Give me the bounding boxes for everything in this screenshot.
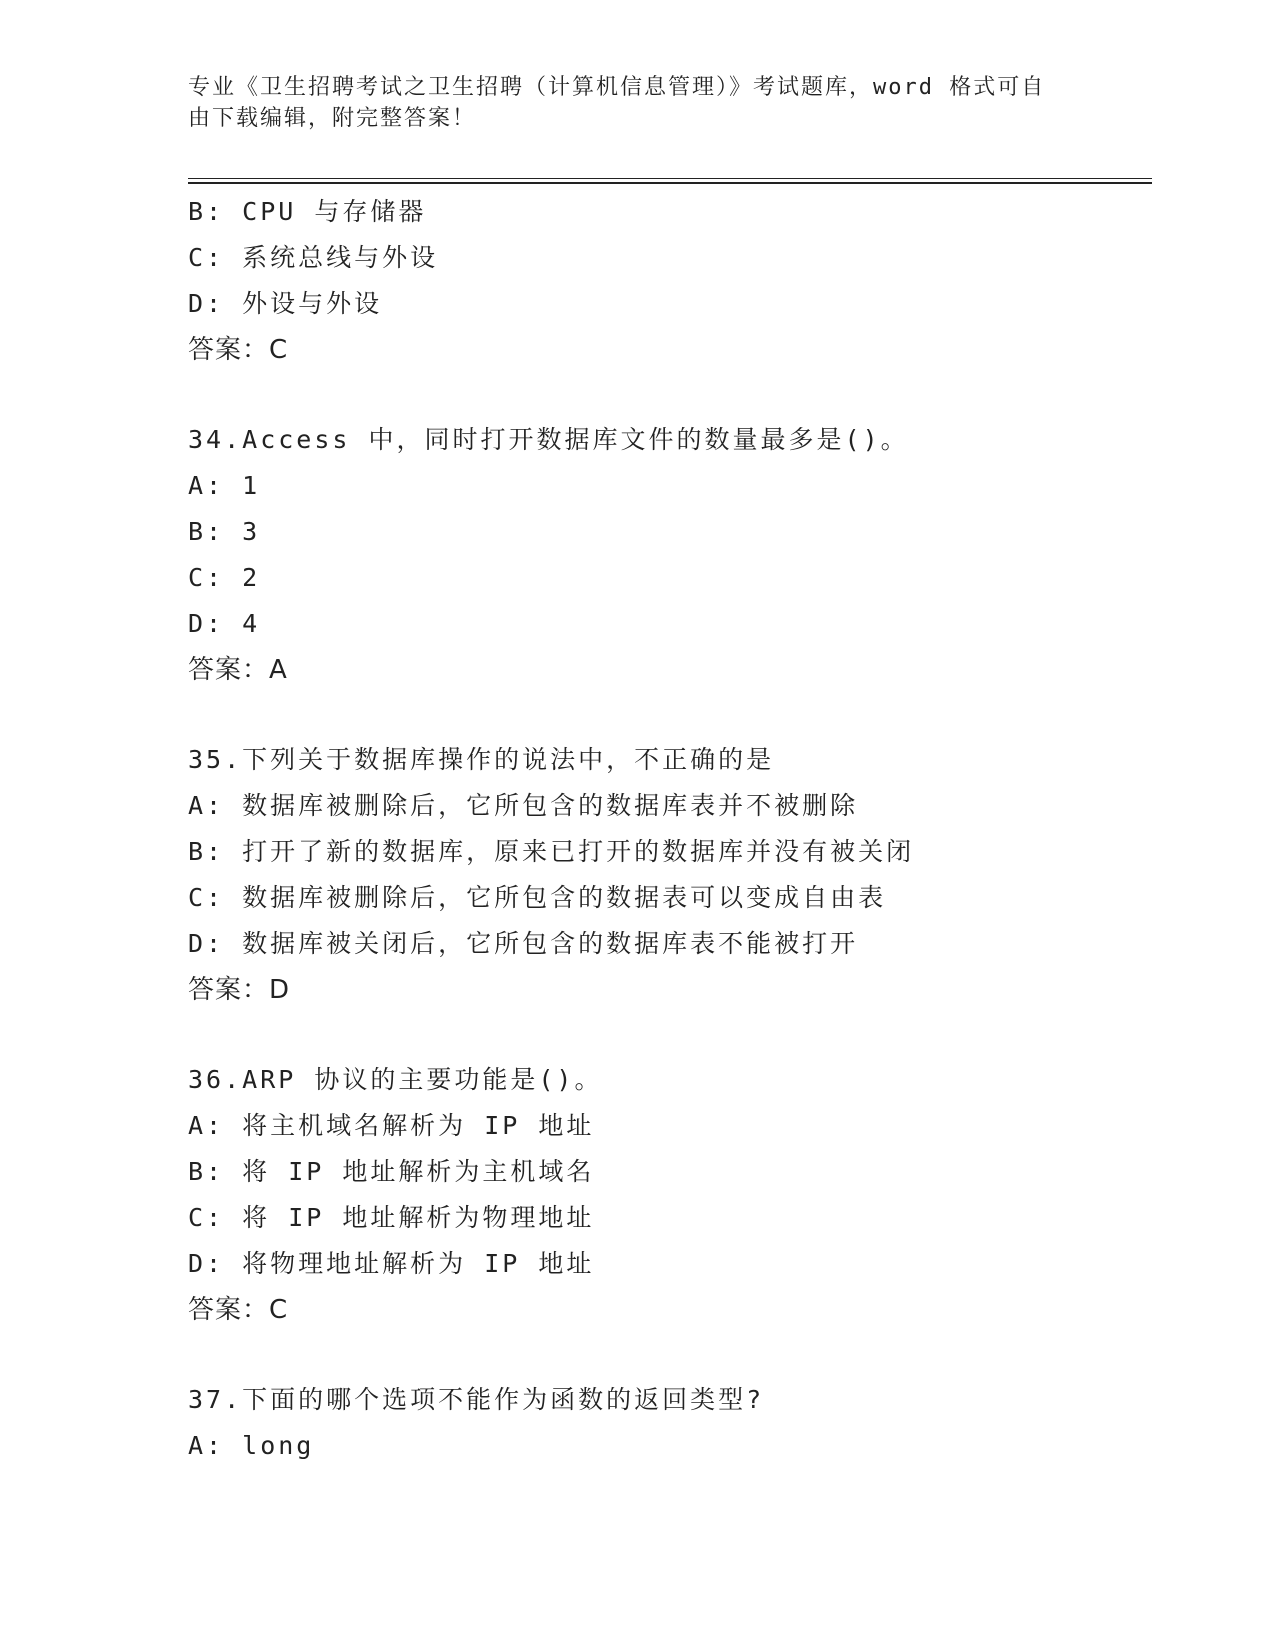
spacer (188, 1333, 1152, 1377)
answer: 答案：C (188, 335, 289, 365)
option-a: A: long (188, 1431, 315, 1460)
question-list (188, 189, 1152, 1469)
option-c: C: 2 (188, 563, 261, 592)
option-d: D: 将物理地址解析为 IP 地址 (188, 1249, 595, 1278)
option-b: B: CPU 与存储器 (188, 197, 427, 226)
header-divider-thick (188, 182, 1152, 184)
option-a: A: 1 (188, 471, 261, 500)
question-35 (188, 737, 1152, 1013)
option-c: C: 系统总线与外设 (188, 243, 439, 272)
option-a: A: 数据库被删除后，它所包含的数据库表并不被删除 (188, 791, 859, 820)
header-divider-thin (188, 178, 1152, 179)
option-b: B: 将 IP 地址解析为主机域名 (188, 1157, 595, 1186)
answer: 答案：D (188, 975, 291, 1005)
question-37 (188, 1377, 1152, 1469)
question-title: 36.ARP 协议的主要功能是()。 (188, 1065, 603, 1094)
question-title: 35.下列关于数据库操作的说法中，不正确的是 (188, 745, 775, 774)
option-c: C: 数据库被删除后，它所包含的数据表可以变成自由表 (188, 883, 887, 912)
option-b: B: 打开了新的数据库，原来已打开的数据库并没有被关闭 (188, 837, 915, 866)
option-b: B: 3 (188, 517, 261, 546)
option-a: A: 将主机域名解析为 IP 地址 (188, 1111, 595, 1140)
document-header (188, 72, 1088, 134)
option-d: D: 外设与外设 (188, 289, 383, 318)
question-34 (188, 417, 1152, 693)
spacer (188, 1013, 1152, 1057)
option-c: C: 将 IP 地址解析为物理地址 (188, 1203, 595, 1232)
answer: 答案：C (188, 1295, 289, 1325)
question-title: 34.Access 中，同时打开数据库文件的数量最多是()。 (188, 425, 909, 454)
spacer (188, 373, 1152, 417)
answer: 答案：A (188, 655, 288, 685)
question-33-partial (188, 189, 1152, 373)
question-36 (188, 1057, 1152, 1333)
header-line-2: 由下载编辑，附完整答案！ (188, 106, 477, 131)
spacer (188, 693, 1152, 737)
option-d: D: 4 (188, 609, 261, 638)
header-line-1: 专业《卫生招聘考试之卫生招聘（计算机信息管理）》考试题库，word 格式可自 (188, 75, 1046, 100)
question-title: 37.下面的哪个选项不能作为函数的返回类型? (188, 1385, 765, 1414)
option-d: D: 数据库被关闭后，它所包含的数据库表不能被打开 (188, 929, 859, 958)
